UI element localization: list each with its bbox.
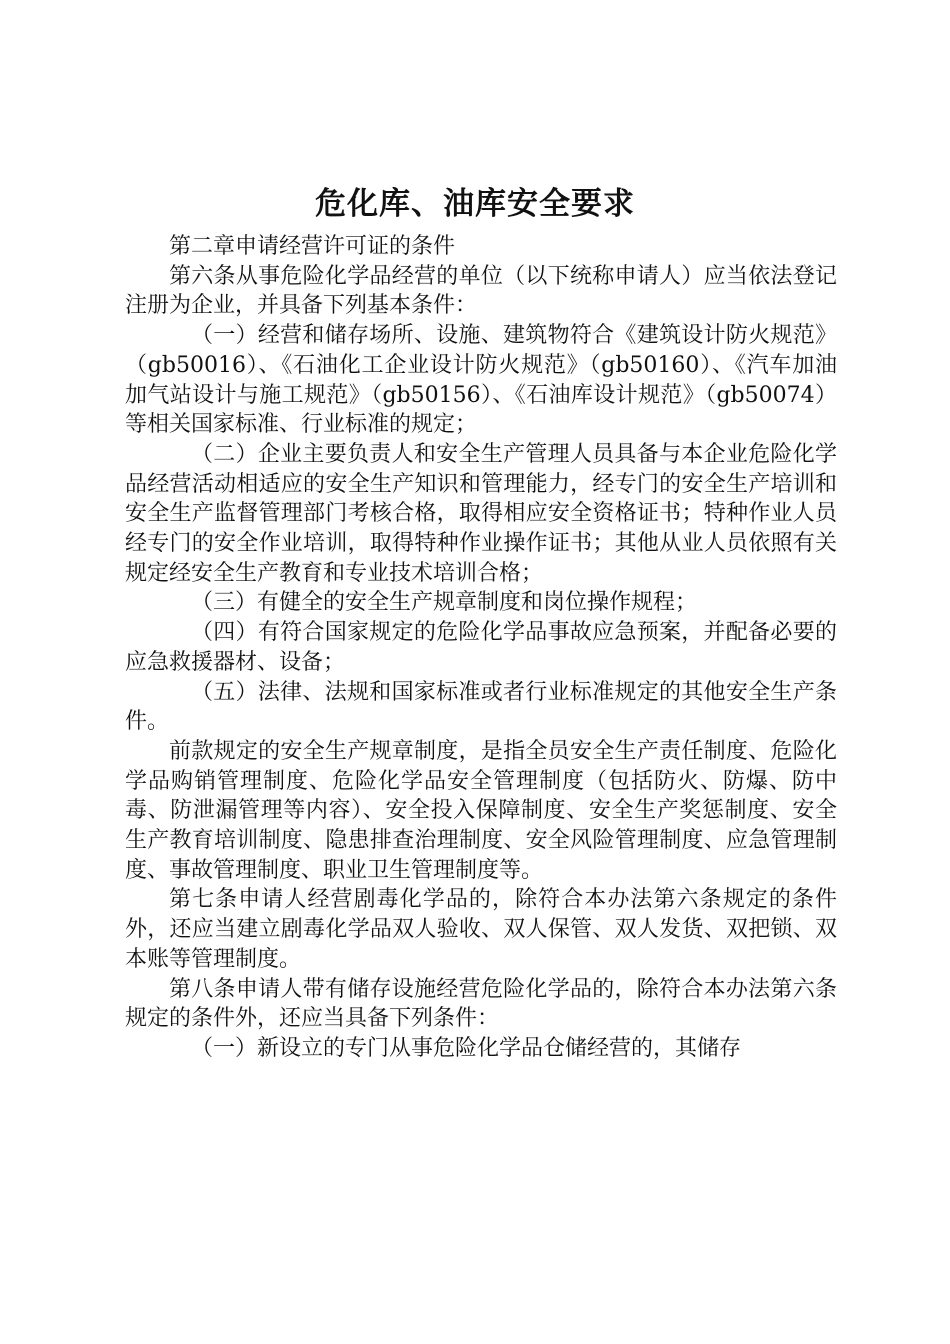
article-6-item-2: （二）企业主要负责人和安全生产管理人员具备与本企业危险化学品经营活动相适应的安全生产知识和管理能力，经专门的安全生产培训和安全生产监督管理部门考核合格，取得相应安全资格证书；特种作业人员经专门的安全作业培训，取得特种作业操作证书；其他从业人员依照有关规定经安全生产教育和专业技术培训合格； xyxy=(125,441,837,586)
document-title: 危化库、油库安全要求 xyxy=(315,186,635,222)
article-8-item-1: （一）新设立的专门从事危险化学品仓储经营的，其储存 xyxy=(191,1035,742,1061)
article-7-paragraph: 第七条申请人经营剧毒化学品的，除符合本办法第六条规定的条件外，还应当建立剧毒化学品双人验收、双人保管、双人发货、双把锁、双本账等管理制度。 xyxy=(125,887,837,972)
chapter-heading: 第二章申请经营许可证的条件 xyxy=(169,234,456,259)
regulation-definition-paragraph: 前款规定的安全生产规章制度，是指全员安全生产责任制度、危险化学品购销管理制度、危险化学品安全管理制度（包括防火、防爆、防中毒、防泄漏管理等内容）、安全投入保障制度、安全生产奖惩制度、安全生产教育培训制度、隐患排查治理制度、安全风险管理制度、应急管理制度、事故管理制度、职业卫生管理制度等。 xyxy=(125,738,837,883)
document-body xyxy=(125,232,837,1064)
article-6-paragraph: 第六条从事危险化学品经营的单位（以下统称申请人）应当依法登记注册为企业，并具备下列基本条件： xyxy=(125,263,837,319)
article-6-item-5: （五）法律、法规和国家标准或者行业标准规定的其他安全生产条件。 xyxy=(125,679,837,735)
article-6-item-4: （四）有符合国家规定的危险化学品事故应急预案，并配备必要的应急救援器材、设备； xyxy=(125,620,837,675)
article-6-item-1: （一）经营和储存场所、设施、建筑物符合《建筑设计防火规范》（gb50016）、《石油化工企业设计防火规范》（gb50160）、《汽车加油加气站设计与施工规范》（gb50156）、《石油库设计规范》（gb50074）等相关国家标准、行业标准的规定； xyxy=(125,323,837,438)
article-6-item-3: （三）有健全的安全生产规章制度和岗位操作规程； xyxy=(191,590,698,616)
article-8-paragraph: 第八条申请人带有储存设施经营危险化学品的，除符合本办法第六条规定的条件外，还应当具备下列条件： xyxy=(125,976,837,1032)
